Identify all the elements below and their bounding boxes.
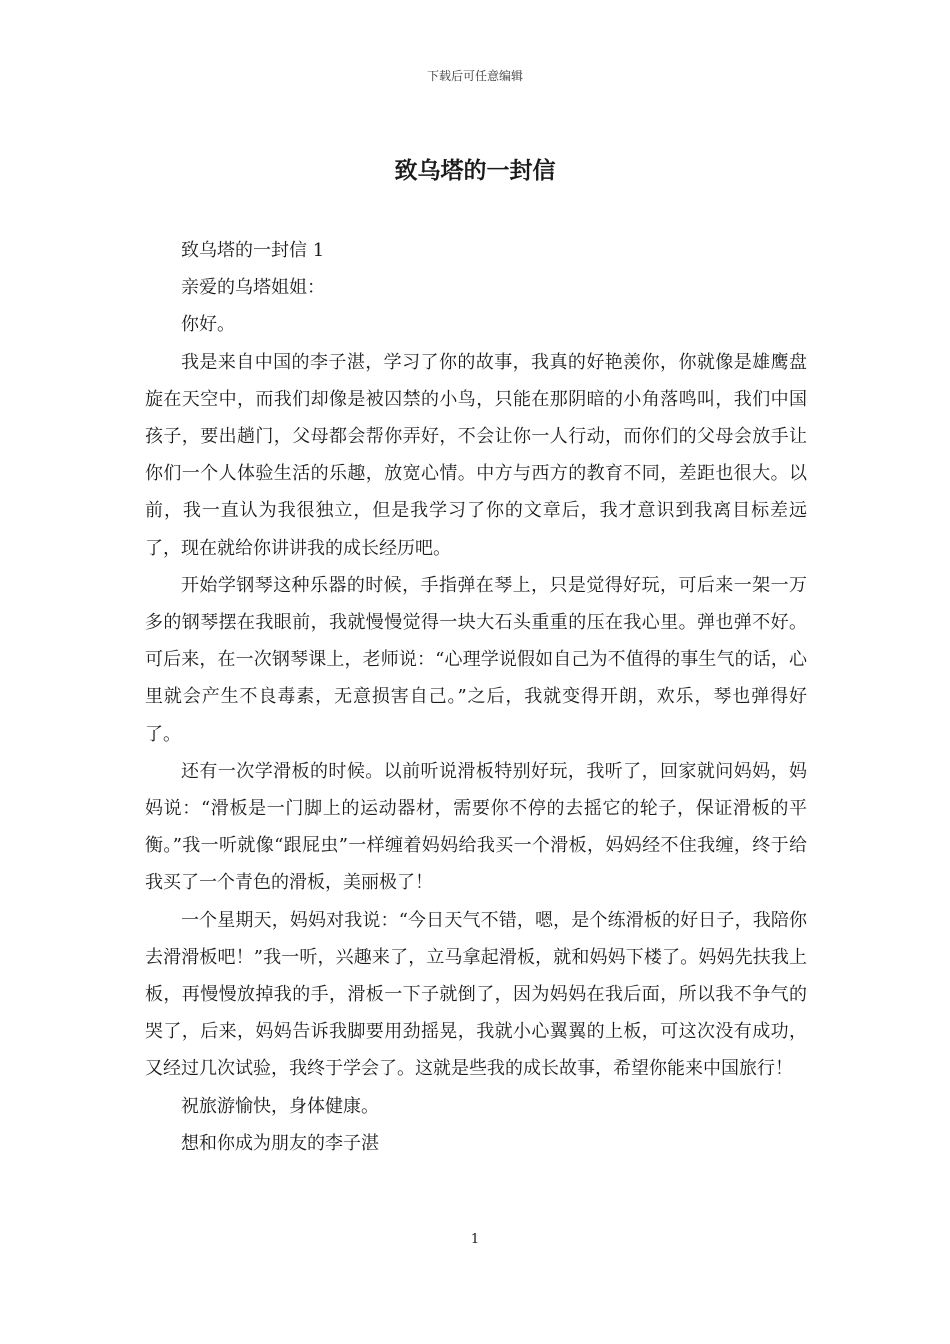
- body-paragraph: 开始学钢琴这种乐器的时候，手指弹在琴上，只是觉得好玩，可后来一架一万多的钢琴摆在我眼前，我就慢慢觉得一块大石头重重的压在我心里。弹也弹不好。可后来，在一次钢琴课上，老师说：“心理学说假如自己为不值得的事生气的话，心里就会产生不良毒素，无意损害自己。”之后，我就变得开朗，欢乐，琴也弹得好了。: [145, 574, 807, 745]
- salutation-paragraph: 亲爱的乌塔姐姐：: [181, 277, 325, 299]
- document-title: 致乌塔的一封信: [394, 158, 556, 184]
- greeting-paragraph: 你好。: [181, 314, 235, 336]
- signature-paragraph: 想和你成为朋友的李子湛: [181, 1132, 379, 1154]
- body-paragraph: 我是来自中国的李子湛，学习了你的故事，我真的好艳羡你，你就像是雄鹰盘旋在天空中，而我们却像是被囚禁的小鸟，只能在那阴暗的小角落鸣叫，我们中国孩子，要出趟门，父母都会帮你弄好，不会让你一人行动，而你们的父母会放手让你们一个人体验生活的乐趣，放宽心情。中方与西方的教育不同，差距也很大。以前，我一直认为我很独立，但是我学习了你的文章后，我才意识到我离目标差远了，现在就给你讲讲我的成长经历吧。: [145, 351, 807, 559]
- body-paragraph: 还有一次学滑板的时候。以前听说滑板特别好玩，我听了，回家就问妈妈，妈妈说：“滑板是一门脚上的运动器材，需要你不停的去摇它的轮子，保证滑板的平衡。”我一听就像“跟屁虫”一样缠着妈妈给我买一个滑板，妈妈经不住我缠，终于给我买了一个青色的滑板，美丽极了！: [145, 760, 807, 894]
- body-paragraph: 一个星期天，妈妈对我说：“今日天气不错，嗯，是个练滑板的好日子，我陪你去滑滑板吧！”我一听，兴趣来了，立马拿起滑板，就和妈妈下楼了。妈妈先扶我上板，再慢慢放掉我的手，滑板一下子就倒了，因为妈妈在我后面，所以我不争气的哭了，后来，妈妈告诉我脚要用劲摇晃，我就小心翼翼的上板，可这次没有成功，又经过几次试验，我终于学会了。这就是些我的成长故事，希望你能来中国旅行！: [145, 909, 807, 1080]
- closing-paragraph: 祝旅游愉快，身体健康。: [181, 1095, 379, 1117]
- subtitle-paragraph: 致乌塔的一封信 1: [181, 240, 325, 261]
- page-number: 1: [470, 1232, 480, 1247]
- document-body: [145, 232, 807, 1162]
- header-note: 下载后可任意编辑: [426, 69, 523, 83]
